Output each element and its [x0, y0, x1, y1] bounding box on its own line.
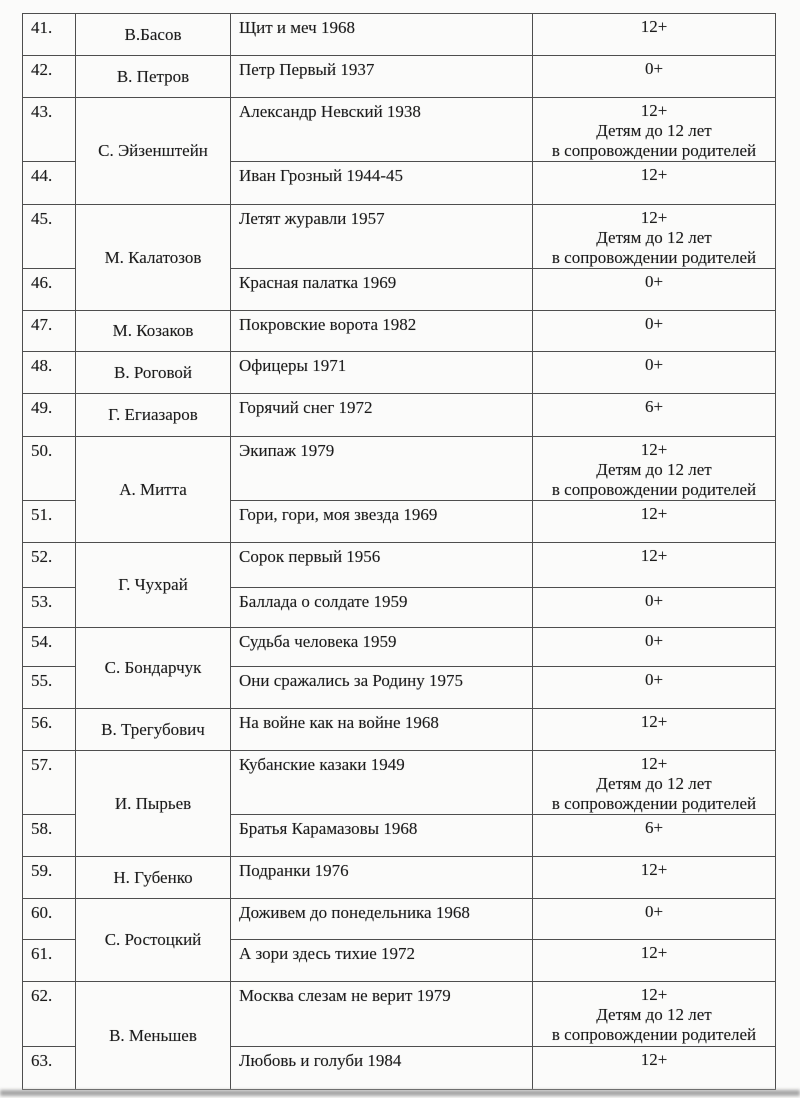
film-title: Они сражались за Родину 1975 [231, 667, 533, 709]
age-restriction-note: в сопровождении родителей [551, 141, 757, 160]
table-row [23, 14, 776, 56]
films-table [22, 13, 776, 1090]
film-title: Горячий снег 1972 [231, 394, 533, 437]
director-name: В. Меньшев [76, 982, 231, 1090]
age-rating-cell [533, 98, 776, 162]
age-restriction-note: Детям до 12 лет [596, 121, 712, 140]
row-number: 63. [23, 1047, 76, 1090]
age-restriction-note: Детям до 12 лет [596, 460, 712, 479]
age-rating: 12+ [640, 208, 668, 227]
age-restriction-note: в сопровождении родителей [551, 480, 757, 499]
age-restriction-note: Детям до 12 лет [596, 1005, 712, 1024]
row-number: 59. [23, 857, 76, 899]
table-row [23, 628, 776, 667]
film-title: Любовь и голуби 1984 [231, 1047, 533, 1090]
age-rating: 12+ [640, 440, 668, 459]
age-rating: 6+ [533, 394, 776, 437]
row-number: 62. [23, 982, 76, 1047]
table-row [23, 98, 776, 162]
film-title: Кубанские казаки 1949 [231, 751, 533, 815]
table-row [23, 543, 776, 588]
age-rating-cell [533, 982, 776, 1047]
row-number: 55. [23, 667, 76, 709]
age-rating: 12+ [533, 543, 776, 588]
row-number: 56. [23, 709, 76, 751]
table-row [23, 56, 776, 98]
director-name: С. Ростоцкий [76, 899, 231, 982]
director-name: Г. Егиазаров [76, 394, 231, 437]
age-rating: 6+ [533, 815, 776, 857]
age-rating: 0+ [533, 352, 776, 394]
film-title: Офицеры 1971 [231, 352, 533, 394]
table-row [23, 709, 776, 751]
age-rating: 12+ [533, 940, 776, 982]
director-name: М. Калатозов [76, 205, 231, 311]
age-rating: 12+ [533, 14, 776, 56]
row-number: 48. [23, 352, 76, 394]
age-restriction-note: в сопровождении родителей [551, 794, 757, 813]
film-title: Красная палатка 1969 [231, 269, 533, 311]
film-title: Судьба человека 1959 [231, 628, 533, 667]
row-number: 51. [23, 501, 76, 543]
film-title: А зори здесь тихие 1972 [231, 940, 533, 982]
director-name: В. Петров [76, 56, 231, 98]
row-number: 54. [23, 628, 76, 667]
film-title: Сорок первый 1956 [231, 543, 533, 588]
film-title: Щит и меч 1968 [231, 14, 533, 56]
director-name: А. Митта [76, 437, 231, 543]
row-number: 50. [23, 437, 76, 501]
age-rating: 12+ [640, 754, 668, 773]
film-title: На войне как на войне 1968 [231, 709, 533, 751]
row-number: 53. [23, 588, 76, 628]
age-rating: 0+ [533, 56, 776, 98]
age-restriction-note: в сопровождении родителей [551, 248, 757, 267]
director-name: Н. Губенко [76, 857, 231, 899]
row-number: 46. [23, 269, 76, 311]
age-rating: 12+ [640, 101, 668, 120]
row-number: 49. [23, 394, 76, 437]
age-rating-cell [533, 205, 776, 269]
table-row [23, 751, 776, 815]
row-number: 58. [23, 815, 76, 857]
table-row [23, 437, 776, 501]
age-rating: 0+ [533, 269, 776, 311]
table-row [23, 982, 776, 1047]
age-rating: 12+ [533, 709, 776, 751]
age-rating: 0+ [533, 899, 776, 940]
director-name: Г. Чухрай [76, 543, 231, 628]
film-title: Баллада о солдате 1959 [231, 588, 533, 628]
film-title: Москва слезам не верит 1979 [231, 982, 533, 1047]
director-name: В.Басов [76, 14, 231, 56]
director-name: С. Бондарчук [76, 628, 231, 709]
table-row [23, 857, 776, 899]
age-rating: 12+ [533, 1047, 776, 1090]
row-number: 42. [23, 56, 76, 98]
film-title: Покровские ворота 1982 [231, 311, 533, 352]
scan-artifact-bar [0, 1090, 800, 1096]
director-name: И. Пырьев [76, 751, 231, 857]
age-rating: 12+ [533, 162, 776, 205]
row-number: 43. [23, 98, 76, 162]
age-rating-cell [533, 751, 776, 815]
row-number: 41. [23, 14, 76, 56]
director-name: С. Эйзенштейн [76, 98, 231, 205]
table-row [23, 394, 776, 437]
table-row [23, 205, 776, 269]
film-title: Гори, гори, моя звезда 1969 [231, 501, 533, 543]
row-number: 52. [23, 543, 76, 588]
film-title: Иван Грозный 1944-45 [231, 162, 533, 205]
film-title: Подранки 1976 [231, 857, 533, 899]
table-row [23, 899, 776, 940]
row-number: 44. [23, 162, 76, 205]
table-row [23, 352, 776, 394]
row-number: 61. [23, 940, 76, 982]
age-rating: 12+ [533, 857, 776, 899]
row-number: 60. [23, 899, 76, 940]
film-title: Летят журавли 1957 [231, 205, 533, 269]
age-restriction-note: Детям до 12 лет [596, 228, 712, 247]
age-rating: 0+ [533, 311, 776, 352]
row-number: 57. [23, 751, 76, 815]
age-rating: 12+ [640, 985, 668, 1004]
row-number: 45. [23, 205, 76, 269]
film-title: Экипаж 1979 [231, 437, 533, 501]
age-rating: 0+ [533, 628, 776, 667]
film-title: Александр Невский 1938 [231, 98, 533, 162]
age-restriction-note: Детям до 12 лет [596, 774, 712, 793]
age-rating: 12+ [533, 501, 776, 543]
row-number: 47. [23, 311, 76, 352]
film-title: Доживем до понедельника 1968 [231, 899, 533, 940]
film-title: Братья Карамазовы 1968 [231, 815, 533, 857]
film-title: Петр Первый 1937 [231, 56, 533, 98]
age-rating: 0+ [533, 588, 776, 628]
director-name: В. Трегубович [76, 709, 231, 751]
age-rating: 0+ [533, 667, 776, 709]
age-restriction-note: в сопровождении родителей [551, 1025, 757, 1044]
director-name: В. Роговой [76, 352, 231, 394]
age-rating-cell [533, 437, 776, 501]
table-row [23, 311, 776, 352]
director-name: М. Козаков [76, 311, 231, 352]
